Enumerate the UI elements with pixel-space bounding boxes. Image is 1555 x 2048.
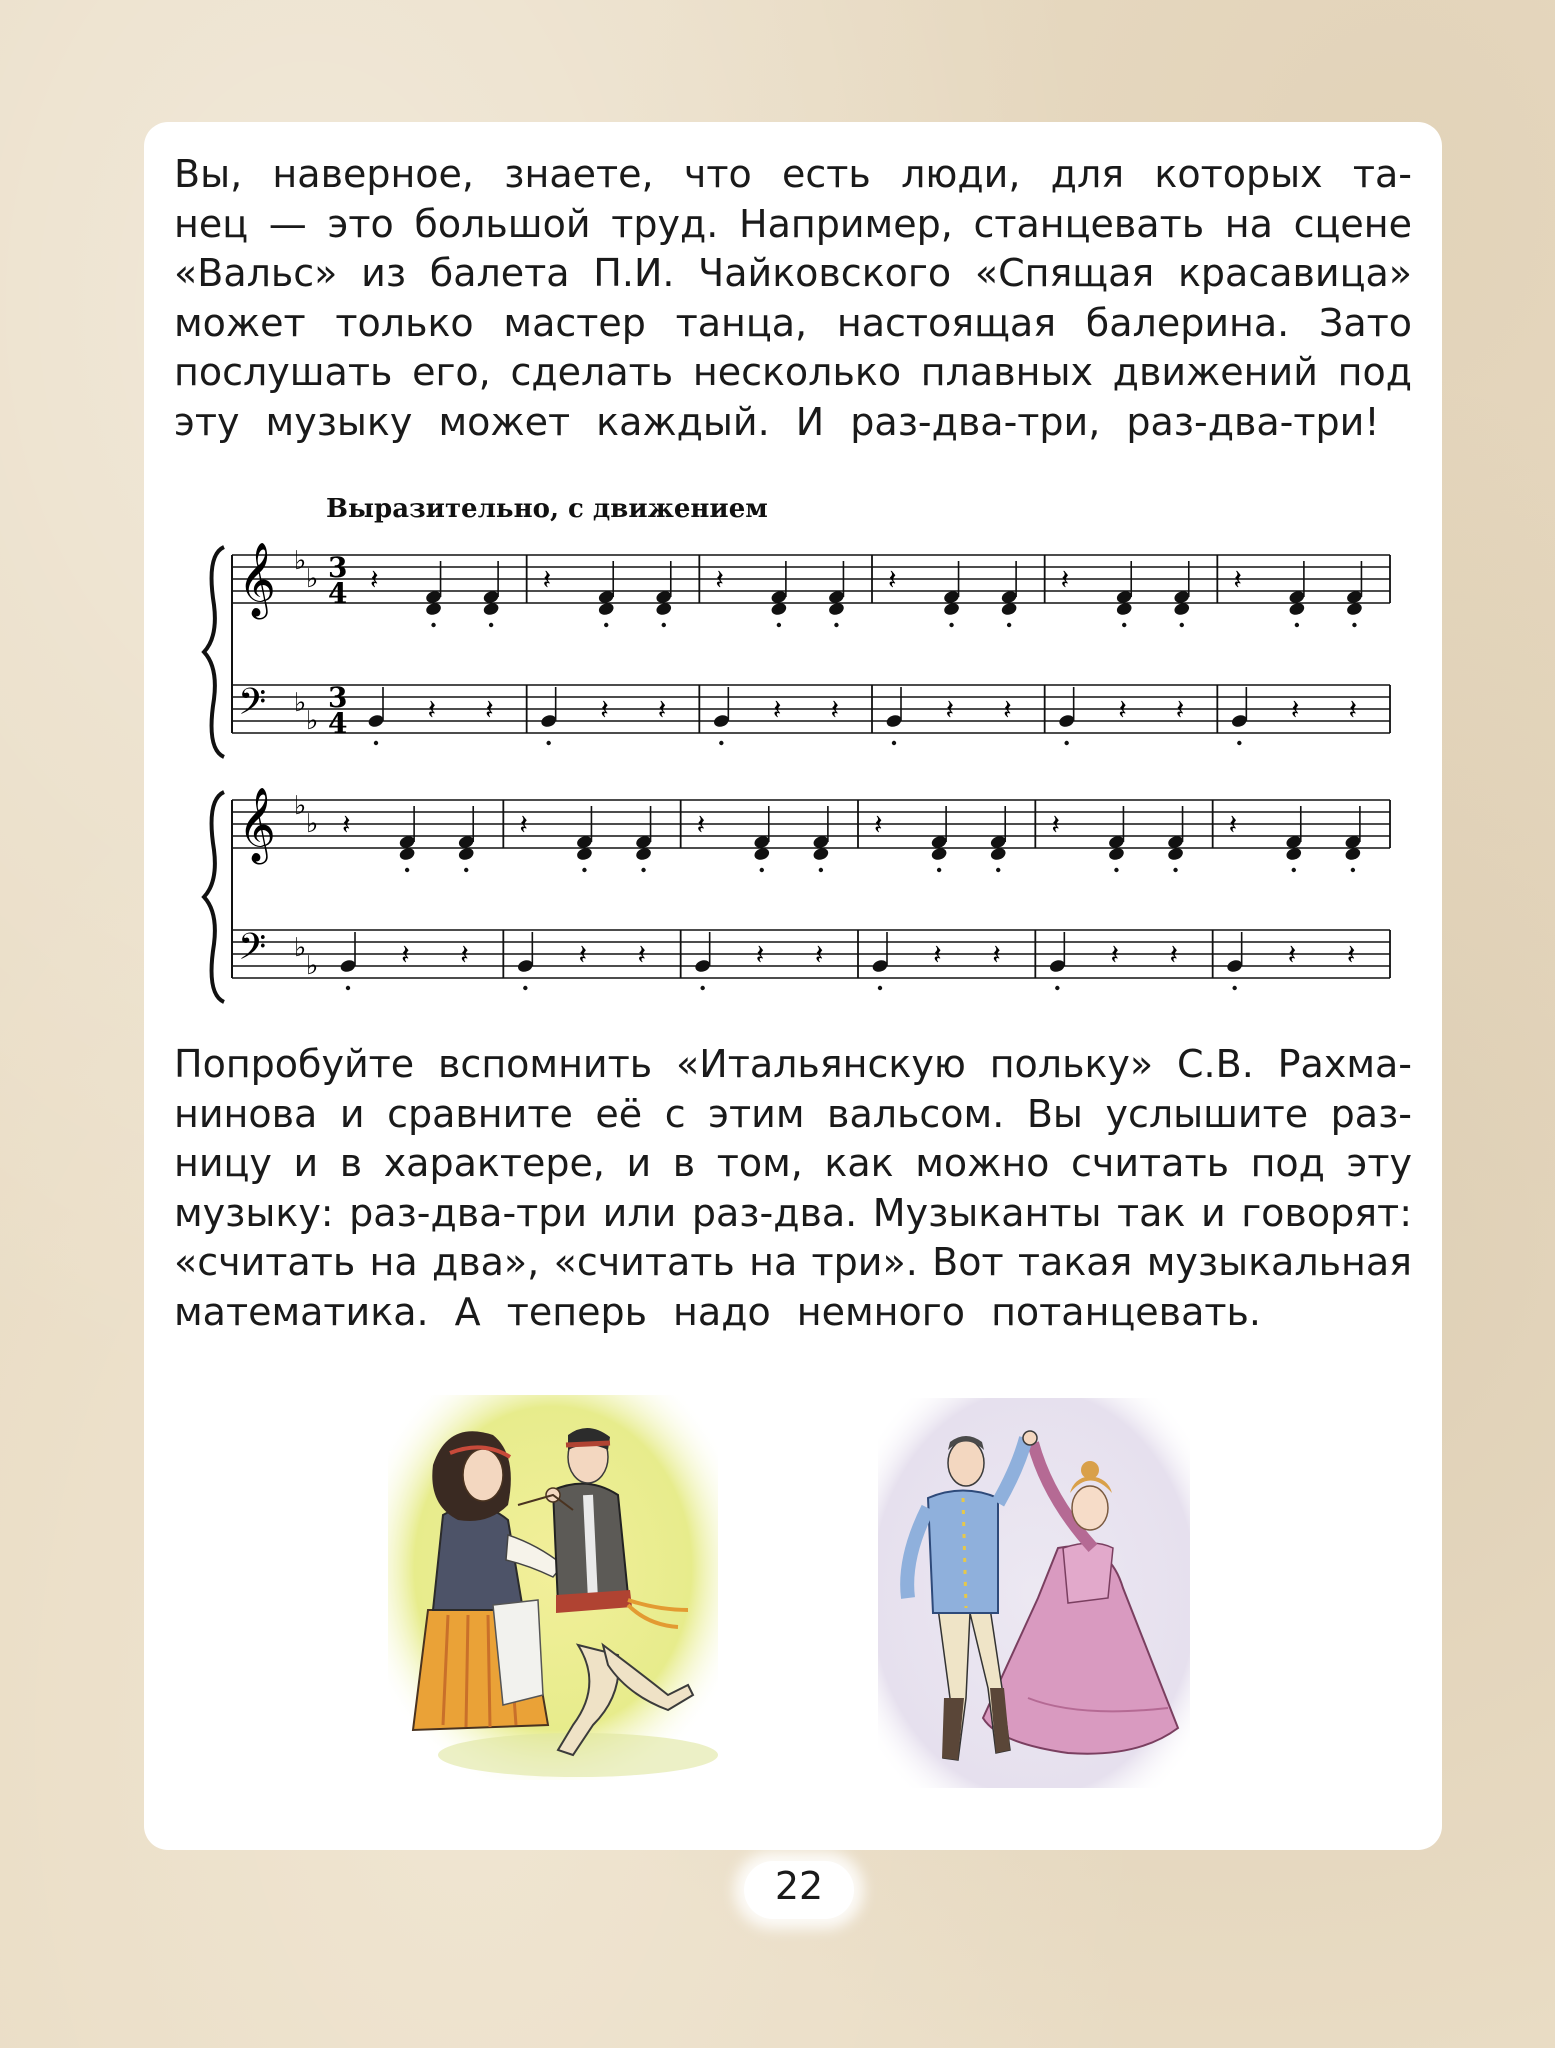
staccato-dot [489, 623, 493, 627]
staccato-dot [1180, 623, 1184, 627]
text-line: математика. А теперь надо немного потанцевать. [174, 1289, 1261, 1334]
quarter-rest-icon: 𝄽 [830, 693, 840, 726]
quarter-rest-icon: 𝄽 [992, 938, 1001, 971]
quarter-rest-icon: 𝄽 [370, 563, 379, 596]
staccato-dot [374, 741, 378, 745]
tempo-marking: Выразительно, с движением [326, 494, 768, 524]
staccato-dot [405, 868, 409, 872]
intro-paragraph [174, 150, 1412, 447]
text-line: Попробуйте вспомнить «Итальянскую польку» С.В. Рахма- [174, 1042, 1412, 1086]
flat-icon: ♭ [306, 951, 319, 981]
time-signature-bottom: 4 [328, 577, 348, 610]
text-line: Вы, наверное, знаете, что есть люди, для которых та- [174, 152, 1412, 196]
quarter-rest-icon: 𝄽 [945, 693, 955, 726]
quarter-rest-icon: 𝄽 [874, 808, 883, 841]
staccato-dot [604, 623, 608, 627]
text-line: «Вальс» из балета П.И. Чайковского «Спящая красавица» [174, 251, 1412, 295]
flat-icon: ♭ [306, 809, 319, 839]
staccato-dot [662, 623, 666, 627]
quarter-rest-icon: 𝄽 [600, 693, 609, 726]
staccato-dot [1351, 868, 1355, 872]
text-line: «считать на два», «считать на три». Вот такая музыкальная [174, 1240, 1412, 1284]
time-signature-top: 3 [328, 681, 348, 714]
time-signature-bottom: 4 [328, 707, 348, 740]
quarter-rest-icon: 𝄽 [637, 938, 647, 971]
flat-icon: ♭ [294, 791, 307, 821]
score-system-1 [200, 525, 1400, 765]
quarter-rest-icon: 𝄽 [1169, 938, 1179, 971]
staccato-dot [878, 986, 882, 990]
staccato-dot [546, 741, 550, 745]
staff-brace [204, 792, 224, 1002]
staccato-dot [1064, 741, 1068, 745]
quarter-rest-icon: 𝄽 [1290, 693, 1300, 726]
waltz-dancers-illustration [878, 1398, 1190, 1788]
flat-icon: ♭ [306, 706, 319, 736]
quarter-rest-icon: 𝄽 [485, 693, 494, 726]
time-signature-top: 3 [328, 551, 348, 584]
second-paragraph [174, 1040, 1412, 1337]
quarter-rest-icon: 𝄽 [1233, 563, 1242, 596]
staccato-dot [1173, 868, 1177, 872]
flat-icon: ♭ [294, 688, 307, 718]
staccato-dot [523, 986, 527, 990]
text-line: может только мастер танца, настоящая балерина. Зато [174, 300, 1412, 345]
staccato-dot [719, 741, 723, 745]
quarter-rest-icon: 𝄽 [1175, 693, 1185, 726]
quarter-rest-icon: 𝄽 [1346, 938, 1356, 971]
staccato-dot [1295, 623, 1299, 627]
quarter-rest-icon: 𝄽 [814, 938, 824, 971]
staccato-dot [1122, 623, 1126, 627]
staccato-dot [1007, 623, 1011, 627]
staccato-dot [1292, 868, 1296, 872]
quarter-rest-icon: 𝄽 [1060, 563, 1070, 596]
page-number: 22 [774, 1864, 824, 1908]
flat-icon: ♭ [294, 546, 307, 576]
staccato-dot [1232, 986, 1236, 990]
quarter-rest-icon: 𝄽 [578, 938, 588, 971]
staccato-dot [431, 623, 435, 627]
staccato-dot [1237, 741, 1241, 745]
staccato-dot [760, 868, 764, 872]
quarter-rest-icon: 𝄽 [342, 808, 351, 841]
quarter-rest-icon: 𝄽 [715, 563, 724, 596]
staccato-dot [777, 623, 781, 627]
quarter-rest-icon: 𝄽 [933, 938, 942, 971]
text-line: эту музыку может каждый. И раз-два-три, раз-два-три! [174, 399, 1380, 444]
text-line: послушать его, сделать несколько плавных движений под [174, 350, 1412, 394]
flat-icon: ♭ [306, 564, 319, 594]
treble-clef-icon: 𝄞 [238, 543, 276, 617]
staccato-dot [346, 986, 350, 990]
staccato-dot [949, 623, 953, 627]
quarter-rest-icon: 𝄽 [772, 693, 782, 726]
text-line: ницу и в характере, и в том, как можно считать под эту [174, 1141, 1412, 1185]
staff-brace [204, 547, 224, 757]
quarter-rest-icon: 𝄽 [519, 808, 528, 841]
quarter-rest-icon: 𝄽 [1003, 693, 1012, 726]
staccato-dot [700, 986, 704, 990]
quarter-rest-icon: 𝄽 [1118, 693, 1127, 726]
quarter-rest-icon: 𝄽 [401, 938, 410, 971]
staccato-dot [834, 623, 838, 627]
quarter-rest-icon: 𝄽 [755, 938, 765, 971]
staccato-dot [1352, 623, 1356, 627]
staccato-dot [464, 868, 468, 872]
bass-clef-icon: 𝄢 [238, 681, 267, 732]
quarter-rest-icon: 𝄽 [1110, 938, 1120, 971]
quarter-rest-icon: 𝄽 [696, 808, 706, 841]
text-line: нец — это большой труд. Например, станцевать на сцене [174, 201, 1412, 246]
quarter-rest-icon: 𝄽 [1348, 693, 1358, 726]
staccato-dot [641, 868, 645, 872]
staccato-dot [582, 868, 586, 872]
treble-clef-icon: 𝄞 [238, 788, 276, 862]
staccato-dot [819, 868, 823, 872]
folk-dancers-illustration [388, 1395, 718, 1780]
quarter-rest-icon: 𝄽 [542, 563, 552, 596]
score-system-2 [200, 770, 1400, 1010]
quarter-rest-icon: 𝄽 [1228, 808, 1238, 841]
quarter-rest-icon: 𝄽 [888, 563, 897, 596]
bass-clef-icon: 𝄢 [238, 926, 267, 977]
text-line: нинова и сравните её с этим вальсом. Вы услышите раз- [174, 1091, 1412, 1136]
staccato-dot [996, 868, 1000, 872]
staccato-dot [1114, 868, 1118, 872]
quarter-rest-icon: 𝄽 [460, 938, 469, 971]
quarter-rest-icon: 𝄽 [1051, 808, 1060, 841]
quarter-rest-icon: 𝄽 [657, 693, 667, 726]
staccato-dot [892, 741, 896, 745]
flat-icon: ♭ [294, 933, 307, 963]
quarter-rest-icon: 𝄽 [1287, 938, 1297, 971]
text-line: музыку: раз-два-три или раз-два. Музыканты так и говорят: [174, 1190, 1412, 1235]
quarter-rest-icon: 𝄽 [427, 693, 437, 726]
staccato-dot [1055, 986, 1059, 990]
staccato-dot [937, 868, 941, 872]
